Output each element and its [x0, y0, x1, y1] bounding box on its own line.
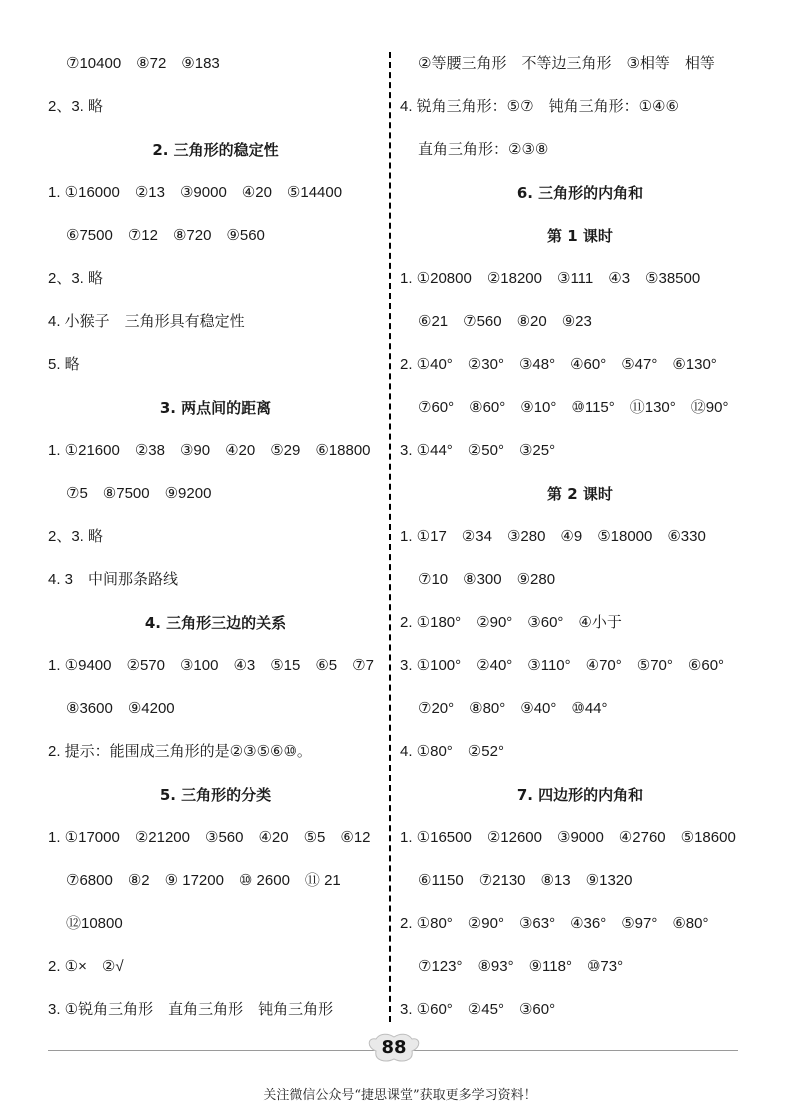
- answer-line: ⑥1150 ⑦2130 ⑧13 ⑨1320: [418, 872, 633, 889]
- answer-line: 4. 锐角三角形：⑤⑦ 钝角三角形：①④⑥: [400, 98, 679, 115]
- page-number-badge: [362, 1031, 426, 1065]
- answer-line: ⑦123° ⑧93° ⑨118° ⑩73°: [418, 958, 624, 975]
- answer-line: 3. ①44° ②50° ③25°: [400, 442, 556, 459]
- answer-line: ⑦6800 ⑧2 ⑨ 17200 ⑩ 2600 ⑪ 21: [66, 872, 341, 889]
- answer-line: 1. ①21600 ②38 ③90 ④20 ⑤29 ⑥18800: [48, 442, 371, 459]
- answer-line: 1. ①16000 ②13 ③9000 ④20 ⑤14400: [48, 184, 343, 201]
- section-heading: 4. 三角形三边的关系: [144, 614, 287, 632]
- section-heading: 6. 三角形的内角和: [516, 184, 644, 202]
- answer-line: 2. 提示：能围成三角形的是②③⑤⑥⑩。: [48, 743, 312, 760]
- answer-line: ⑫10800: [66, 915, 123, 932]
- answer-line: 3. ①60° ②45° ③60°: [400, 1001, 556, 1018]
- section-heading: 2. 三角形的稳定性: [152, 141, 279, 159]
- answer-line: 4. 3 中间那条路线: [48, 571, 179, 588]
- answer-line: ⑥21 ⑦560 ⑧20 ⑨23: [418, 313, 592, 330]
- answer-line: 2. ①40° ②30° ③48° ④60° ⑤47° ⑥130°: [400, 356, 717, 373]
- answer-line: 2. ①180° ②90° ③60° ④小于: [400, 614, 622, 631]
- answer-line: ⑦60° ⑧60° ⑨10° ⑩115° ⑪130° ⑫90°: [418, 399, 729, 416]
- section-heading: 3. 两点间的距离: [159, 399, 272, 417]
- section-heading: 5. 三角形的分类: [159, 786, 272, 804]
- answer-line: 5. 略: [48, 356, 80, 373]
- answer-line: ②等腰三角形 不等边三角形 ③相等 相等: [418, 55, 715, 72]
- answer-line: 2. ①80° ②90° ③63° ④36° ⑤97° ⑥80°: [400, 915, 709, 932]
- answer-line: 1. ①17000 ②21200 ③560 ④20 ⑤5 ⑥12: [48, 829, 371, 846]
- answer-line: ⑦10400 ⑧72 ⑨183: [66, 55, 220, 72]
- section-heading: 第 2 课时: [547, 485, 613, 503]
- answer-line: ⑥7500 ⑦12 ⑧720 ⑨560: [66, 227, 265, 244]
- answer-line: 1. ①16500 ②12600 ③9000 ④2760 ⑤18600: [400, 829, 736, 846]
- footer-note: 关注微信公众号“捷思课堂”获取更多学习资料！: [263, 1088, 537, 1103]
- answer-line: 2、3. 略: [48, 270, 104, 287]
- page-number: 88: [381, 1037, 407, 1058]
- answer-line: 直角三角形：②③⑧: [418, 141, 549, 158]
- answer-line: 3. ①100° ②40° ③110° ④70° ⑤70° ⑥60°: [400, 657, 725, 674]
- answer-line: ⑧3600 ⑨4200: [66, 700, 175, 717]
- section-heading: 7. 四边形的内角和: [516, 786, 644, 804]
- answer-line: 1. ①9400 ②570 ③100 ④3 ⑤15 ⑥5 ⑦7: [48, 657, 374, 674]
- answer-line: 1. ①20800 ②18200 ③111 ④3 ⑤38500: [400, 270, 701, 287]
- section-heading: 第 1 课时: [547, 227, 613, 245]
- column-divider: [389, 52, 391, 1022]
- answer-line: ⑦20° ⑧80° ⑨40° ⑩44°: [418, 700, 608, 717]
- answer-line: 4. 小猴子 三角形具有稳定性: [48, 313, 245, 330]
- answer-line: 2. ①× ②√: [48, 958, 124, 975]
- answer-line: 1. ①17 ②34 ③280 ④9 ⑤18000 ⑥330: [400, 528, 706, 545]
- answer-line: 2、3. 略: [48, 528, 104, 545]
- answer-line: ⑦5 ⑧7500 ⑨9200: [66, 485, 212, 502]
- answer-line: 2、3. 略: [48, 98, 104, 115]
- answer-line: 4. ①80° ②52°: [400, 743, 504, 760]
- answer-line: ⑦10 ⑧300 ⑨280: [418, 571, 556, 588]
- answer-line: 3. ①锐角三角形 直角三角形 钝角三角形: [48, 1001, 334, 1018]
